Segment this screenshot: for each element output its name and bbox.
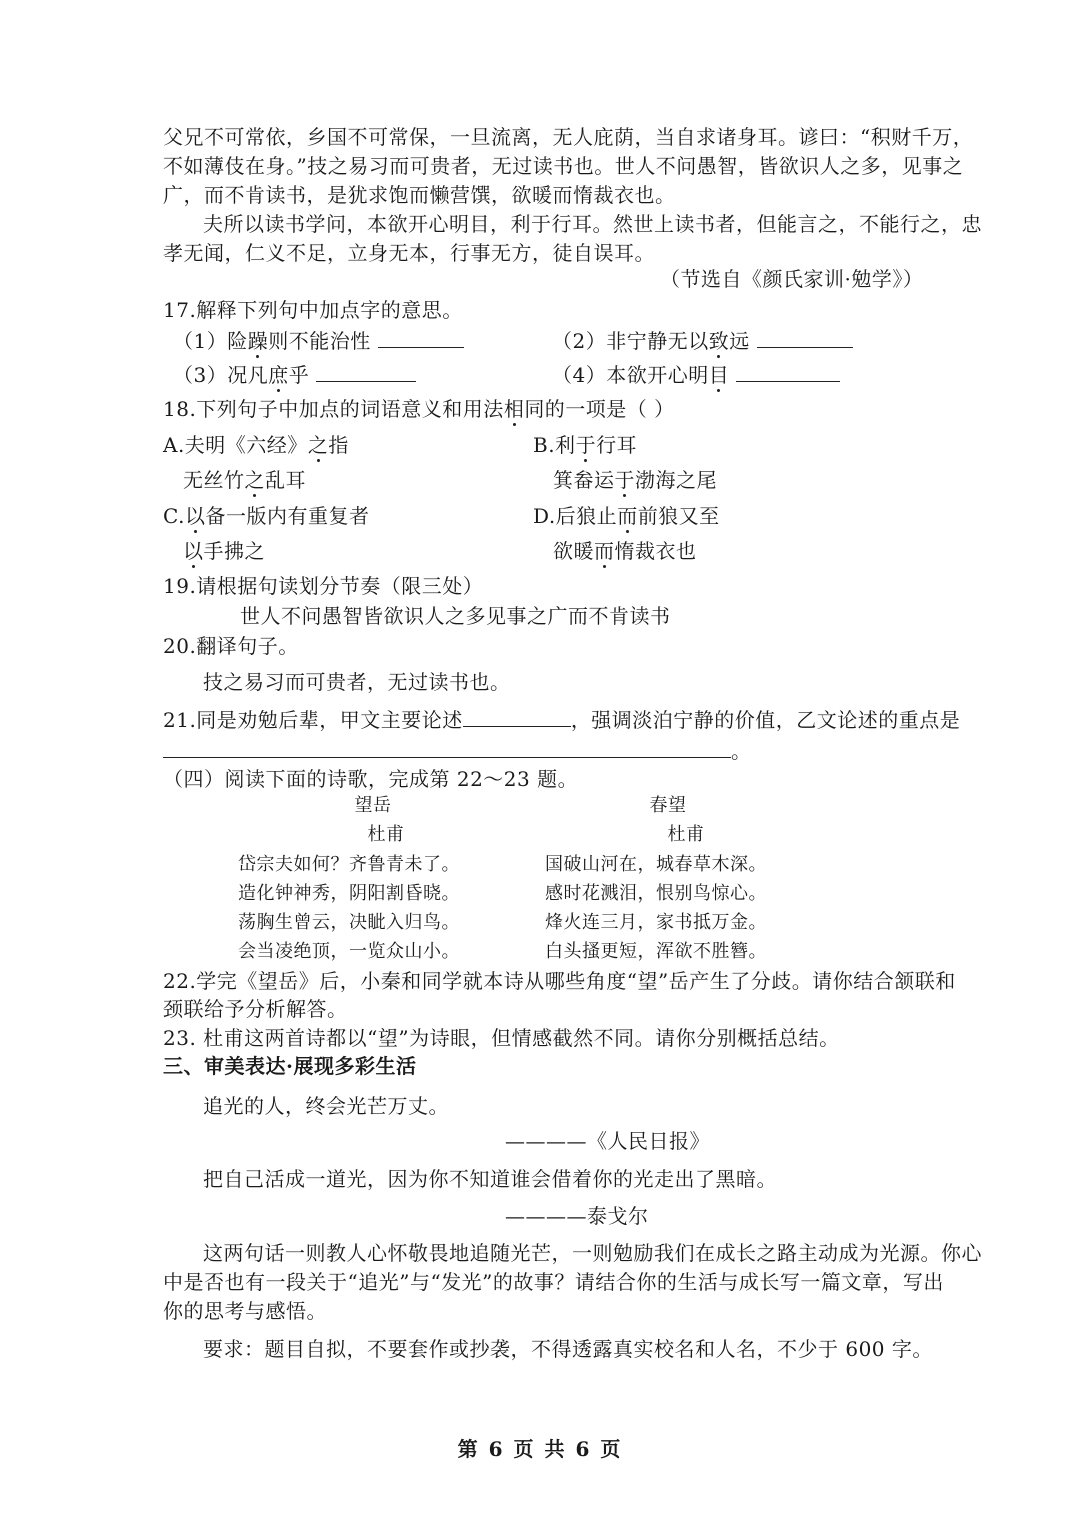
- q18-option-d2: 欲暖而惰裁衣也: [553, 539, 697, 563]
- q22-line-1: 22.学完《望岳》后，小秦和同学就本诗从哪些角度“望”岳产生了分歧。请你结合颔联和: [163, 969, 956, 993]
- q21-line-1: 21.同是劝勉后辈，甲文主要论述 ，强调淡泊宁静的价值，乙文论述的重点是: [163, 708, 961, 732]
- q18-option-c2: 以手拂之: [183, 539, 265, 563]
- answer-blank[interactable]: [463, 708, 571, 727]
- passage-line: 广，而不肯读书，是犹求饱而懒营馔，欲暖而惰裁衣也。: [163, 183, 676, 207]
- prompt-line: 中是否也有一段关于“追光”与“发光”的故事？请结合你的生活与成长写一篇文章，写出: [163, 1270, 944, 1294]
- q18-option-a1: A.夫明《六经》之指: [163, 433, 349, 457]
- q18-option-b1: B.利于行耳: [533, 433, 638, 457]
- q23-text: 23. 杜甫这两首诗都以“望”为诗眼，但情感截然不同。请你分别概括总结。: [163, 1026, 840, 1050]
- poem2-line: 白头搔更短，浑欲不胜簪。: [545, 941, 767, 962]
- passage-line: 父兄不可常依，乡国不可常保，一旦流离，无人庇荫，当自求诸身耳。谚曰：“积财千万，: [163, 125, 974, 149]
- poem2-line: 烽火连三月，家书抵万金。: [545, 912, 767, 933]
- prompt-line: 这两句话一则教人心怀敬畏地追随光芒，一则勉励我们在成长之路主动成为光源。你心: [203, 1241, 982, 1265]
- requirements: 要求：题目自拟，不要套作或抄袭，不得透露真实校名和人名，不少于 600 字。: [203, 1337, 933, 1361]
- q17-item-2: （2）非宁静无以致远: [552, 328, 853, 354]
- q21-line-2: 。: [163, 738, 752, 764]
- answer-blank[interactable]: [378, 329, 464, 348]
- passage-source: （节选自《颜氏家训·勉学》）: [660, 267, 924, 291]
- prompt-line: 你的思考与感悟。: [163, 1299, 327, 1323]
- quote-2-source: ————泰戈尔: [505, 1204, 649, 1228]
- poem2-title: 春望: [649, 795, 687, 816]
- q17-stem: 17.解释下列句中加点字的意思。: [163, 298, 463, 322]
- section4-heading: （四）阅读下面的诗歌，完成第 22～23 题。: [163, 767, 579, 791]
- q22-line-2: 颈联给予分析解答。: [163, 997, 348, 1021]
- q20-stem: 20.翻译句子。: [163, 634, 299, 658]
- q20-text: 技之易习而可贵者，无过读书也。: [203, 670, 511, 694]
- q18-option-b2: 箕畚运于渤海之尾: [553, 468, 717, 492]
- q18-option-c1: C.以备一版内有重复者: [163, 504, 370, 528]
- poem2-line: 感时花溅泪，恨别鸟惊心。: [545, 883, 767, 904]
- poem1-line: 岱宗夫如何？齐鲁青未了。: [238, 854, 460, 875]
- answer-blank[interactable]: [757, 329, 853, 348]
- q18-option-a2: 无丝竹之乱耳: [183, 468, 306, 492]
- q17-item-1: （1）险躁则不能治性: [173, 328, 464, 354]
- poem1-line: 造化钟神秀，阴阳割昏晓。: [238, 883, 460, 904]
- quote-1: 追光的人，终会光芒万丈。: [203, 1094, 449, 1118]
- answer-blank[interactable]: [163, 739, 731, 758]
- poem2-line: 国破山河在，城春草木深。: [545, 854, 767, 875]
- quote-1-source: ————《人民日报》: [505, 1129, 710, 1153]
- section3-heading: 三、审美表达·展现多彩生活: [163, 1054, 417, 1078]
- poem1-author: 杜甫: [367, 824, 405, 845]
- quote-2: 把自己活成一道光，因为你不知道谁会借着你的光走出了黑暗。: [203, 1167, 777, 1191]
- q18-stem: 18.下列句子中加点的词语意义和用法相同的一项是（ ）: [163, 397, 675, 421]
- poem1-line: 荡胸生曾云，决眦入归鸟。: [238, 912, 460, 933]
- q19-text: 世人不问愚智皆欲识人之多见事之广而不肯读书: [240, 604, 671, 628]
- q17-item-4: （4）本欲开心明目: [552, 362, 840, 388]
- passage-line: 不如薄伎在身。”技之易习而可贵者，无过读书也。世人不问愚智，皆欲识人之多，见事之: [163, 154, 964, 178]
- answer-blank[interactable]: [736, 363, 840, 382]
- passage-line: 孝无闻，仁义不足，立身无本，行事无方，徒自误耳。: [163, 241, 655, 265]
- q18-option-d1: D.后狼止而前狼又至: [533, 504, 720, 528]
- q19-stem: 19.请根据句读划分节奏（限三处）: [163, 574, 484, 598]
- answer-blank[interactable]: [316, 363, 416, 382]
- poem1-line: 会当凌绝顶，一览众山小。: [238, 941, 460, 962]
- page-number: 第 6 页 共 6 页: [457, 1437, 623, 1461]
- passage-line: 夫所以读书学问，本欲开心明目，利于行耳。然世上读书者，但能言之，不能行之，忠: [203, 212, 982, 236]
- poem1-title: 望岳: [354, 795, 392, 816]
- poem2-author: 杜甫: [667, 824, 705, 845]
- q17-item-3: （3）况凡庶乎: [173, 362, 416, 388]
